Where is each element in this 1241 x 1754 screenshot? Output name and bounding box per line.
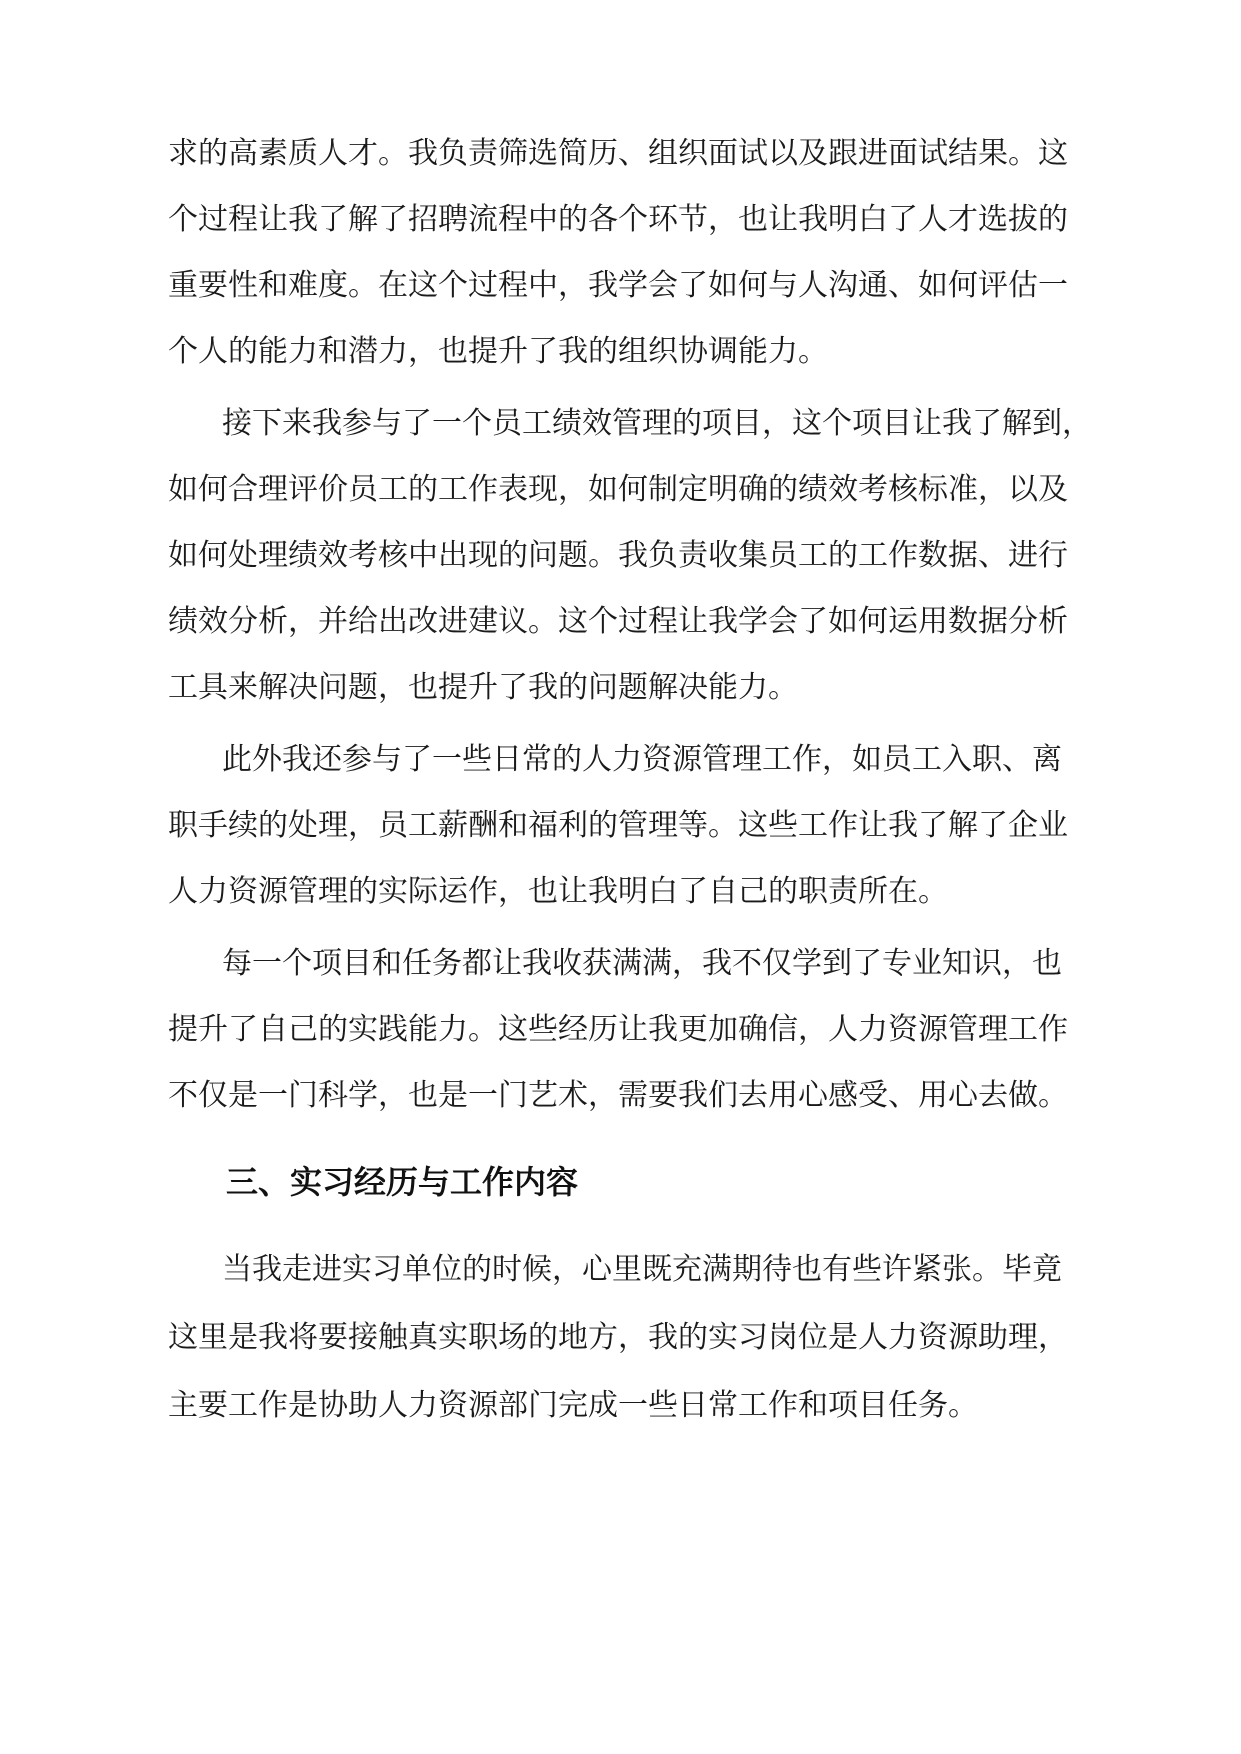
paragraph-3-line-2: 职手续的处理，员工薪酬和福利的管理等。这些工作让我了解了企业 (168, 808, 1068, 843)
paragraph-1-line-4: 个人的能力和潜力，也提升了我的组织协调能力。 (168, 334, 828, 369)
paragraph-4-line-1: 每一个项目和任务都让我收获满满，我不仅学到了专业知识，也 (222, 946, 1062, 981)
paragraph-2-line-4: 绩效分析，并给出改进建议。这个过程让我学会了如何运用数据分析 (168, 604, 1068, 639)
paragraph-2-line-5: 工具来解决问题，也提升了我的问题解决能力。 (168, 670, 798, 705)
paragraph-2-line-2: 如何合理评价员工的工作表现，如何制定明确的绩效考核标准，以及 (168, 472, 1068, 507)
paragraph-3-line-3: 人力资源管理的实际运作，也让我明白了自己的职责所在。 (168, 874, 948, 909)
paragraph-2-line-3: 如何处理绩效考核中出现的问题。我负责收集员工的工作数据、进行 (168, 538, 1068, 573)
paragraph-4-line-3: 不仅是一门科学，也是一门艺术，需要我们去用心感受、用心去做。 (168, 1078, 1068, 1113)
paragraph-1-line-1: 求的高素质人才。我负责筛选简历、组织面试以及跟进面试结果。这 (168, 136, 1068, 171)
paragraph-5-line-1: 当我走进实习单位的时候，心里既充满期待也有些许紧张。毕竟 (222, 1252, 1062, 1287)
paragraph-5-line-2: 这里是我将要接触真实职场的地方，我的实习岗位是人力资源助理， (168, 1320, 1068, 1355)
paragraph-5-line-3: 主要工作是协助人力资源部门完成一些日常工作和项目任务。 (168, 1388, 978, 1423)
paragraph-4-line-2: 提升了自己的实践能力。这些经历让我更加确信，人力资源管理工作 (168, 1012, 1068, 1047)
paragraph-1-line-2: 个过程让我了解了招聘流程中的各个环节，也让我明白了人才选拔的 (168, 202, 1068, 237)
paragraph-1-line-3: 重要性和难度。在这个过程中，我学会了如何与人沟通、如何评估一 (168, 268, 1068, 303)
paragraph-2-line-1: 接下来我参与了一个员工绩效管理的项目，这个项目让我了解到， (222, 406, 1092, 441)
paragraph-3-line-1: 此外我还参与了一些日常的人力资源管理工作，如员工入职、离 (222, 742, 1062, 777)
section-heading: 三、实习经历与工作内容 (226, 1163, 579, 1201)
